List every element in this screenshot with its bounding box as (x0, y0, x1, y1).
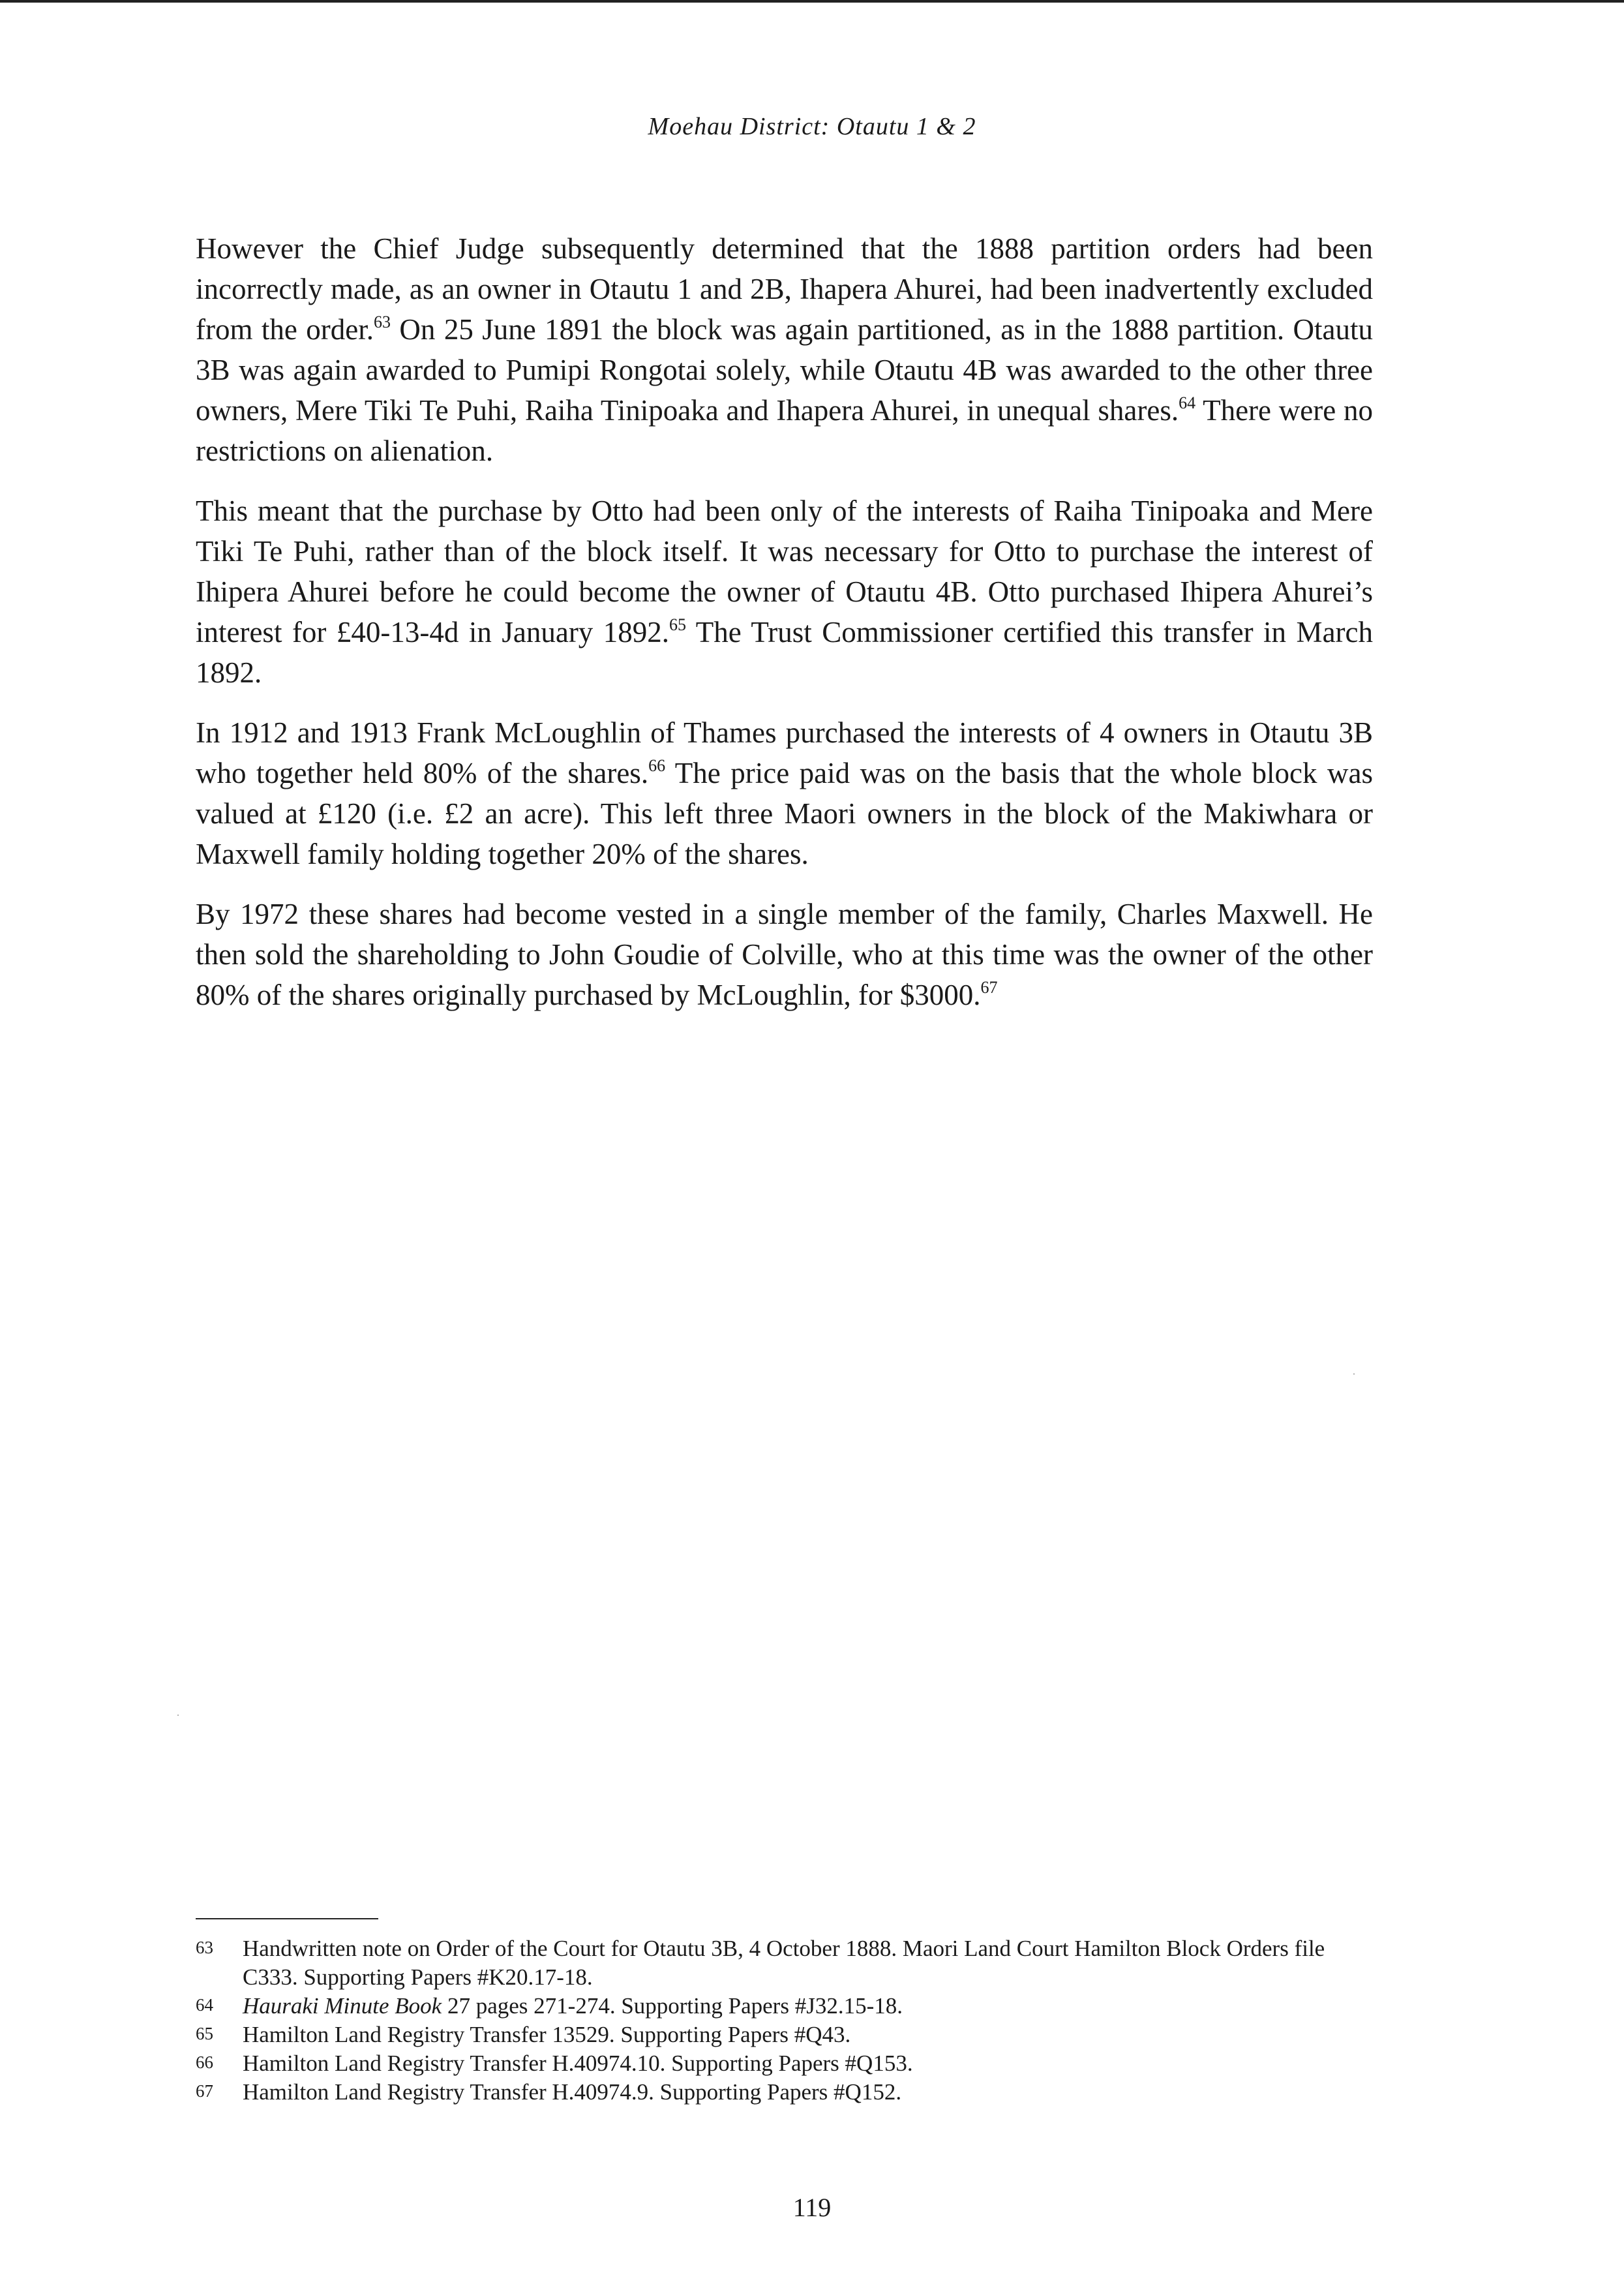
footnote-number: 63 (196, 1938, 213, 1957)
footnote-text: Handwritten note on Order of the Court for Otautu 3B, 4 October 1888. Maori Land Court Hamilton Block Orders file C333. Supporting Papers #K20.17-18. (243, 1936, 1325, 1990)
page-number: 119 (792, 2193, 832, 2222)
paragraph-2-text-a: This meant that the purchase by Otto had been only of the interests of Raiha Tinipoaka and Mere Tiki Te Puhi, rather than of the block itself. It was necessary for Otto to purchase the interest of Ihipera Ahurei before he could become the owner of Otautu 4B. Otto purchased Ihipera Ahurei’s interest for £40-13-4d in January 1892. (196, 495, 1373, 648)
paragraph-3 (196, 712, 1373, 874)
paragraph-3-text-a: In 1912 and 1913 Frank McLoughlin of Thames purchased the interests of 4 owners in Otautu 3B who together held 80% of the shares. (196, 716, 1373, 789)
body-text (196, 228, 1373, 1035)
paragraph-1 (196, 228, 1373, 471)
top-border-rule (0, 0, 1624, 3)
footnote-text: Hamilton Land Registry Transfer H.40974.9. Supporting Papers #Q152. (243, 2079, 902, 2105)
scan-speck (177, 1715, 179, 1716)
footnote-number: 64 (196, 1995, 213, 2015)
scan-speck (1353, 1373, 1355, 1375)
footnotes (196, 1934, 1373, 2107)
footnote-ref-67: 67 (980, 978, 998, 997)
running-head: Moehau District: Otautu 1 & 2 (648, 113, 976, 140)
paragraph-4 (196, 894, 1373, 1015)
footnote-text: Hamilton Land Registry Transfer H.40974.10. Supporting Papers #Q153. (243, 2051, 913, 2076)
footnote-67 (196, 2078, 1373, 2107)
footnote-number: 65 (196, 2024, 213, 2043)
footnote-ref-64: 64 (1179, 393, 1196, 412)
footnote-separator (196, 1918, 378, 1919)
footnote-ref-63: 63 (374, 313, 391, 331)
paragraph-4-text-a: By 1972 these shares had become vested in a single member of the family, Charles Maxwell. He then sold the shareholding to John Goudie of Colville, who at this time was the owner of the other 80% of the shares originally purchased by McLoughlin, for $3000. (196, 898, 1373, 1011)
footnote-64 (196, 1992, 1373, 2021)
footnote-text: Hamilton Land Registry Transfer 13529. Supporting Papers #Q43. (243, 2022, 851, 2047)
paragraph-1-text-c: There were no restrictions on alienation. (196, 394, 1373, 467)
paragraph-1-text-b: On 25 June 1891 the block was again partitioned, as in the 1888 partition. Otautu 3B was again awarded to Pumipi Rongotai solely, while Otautu 4B was awarded to the other three owners, Mere Tiki Te Puhi, Raiha Tinipoaka and Ihapera Ahurei, in unequal shares. (196, 313, 1373, 427)
paragraph-2 (196, 491, 1373, 693)
paragraph-3-text-b: The price paid was on the basis that the whole block was valued at £120 (i.e. £2 an acre). This left three Maori owners in the block of the Makiwhara or Maxwell family holding together 20% of the shares. (196, 757, 1374, 870)
footnote-66 (196, 2049, 1373, 2078)
footnote-source-title: Hauraki Minute Book (243, 1993, 442, 2019)
footnote-63 (196, 1934, 1373, 1992)
paragraph-2-text-b: The Trust Commissioner certified this transfer in March 1892. (196, 616, 1373, 689)
footnote-ref-65: 65 (669, 615, 687, 634)
footnote-text (243, 1992, 1373, 2021)
paragraph-1-text-a: However the Chief Judge subsequently determined that the 1888 partition orders had been incorrectly made, as an owner in Otautu 1 and 2B, Ihapera Ahurei, had been inadvertently excluded from the order. (196, 232, 1373, 346)
footnote-ref-66: 66 (648, 756, 666, 775)
footnote-65 (196, 2021, 1373, 2049)
footnote-number: 66 (196, 2052, 213, 2072)
footnote-number: 67 (196, 2081, 213, 2101)
footnote-source-detail: 27 pages 271-274. Supporting Papers #J32.15-18. (442, 1993, 903, 2019)
